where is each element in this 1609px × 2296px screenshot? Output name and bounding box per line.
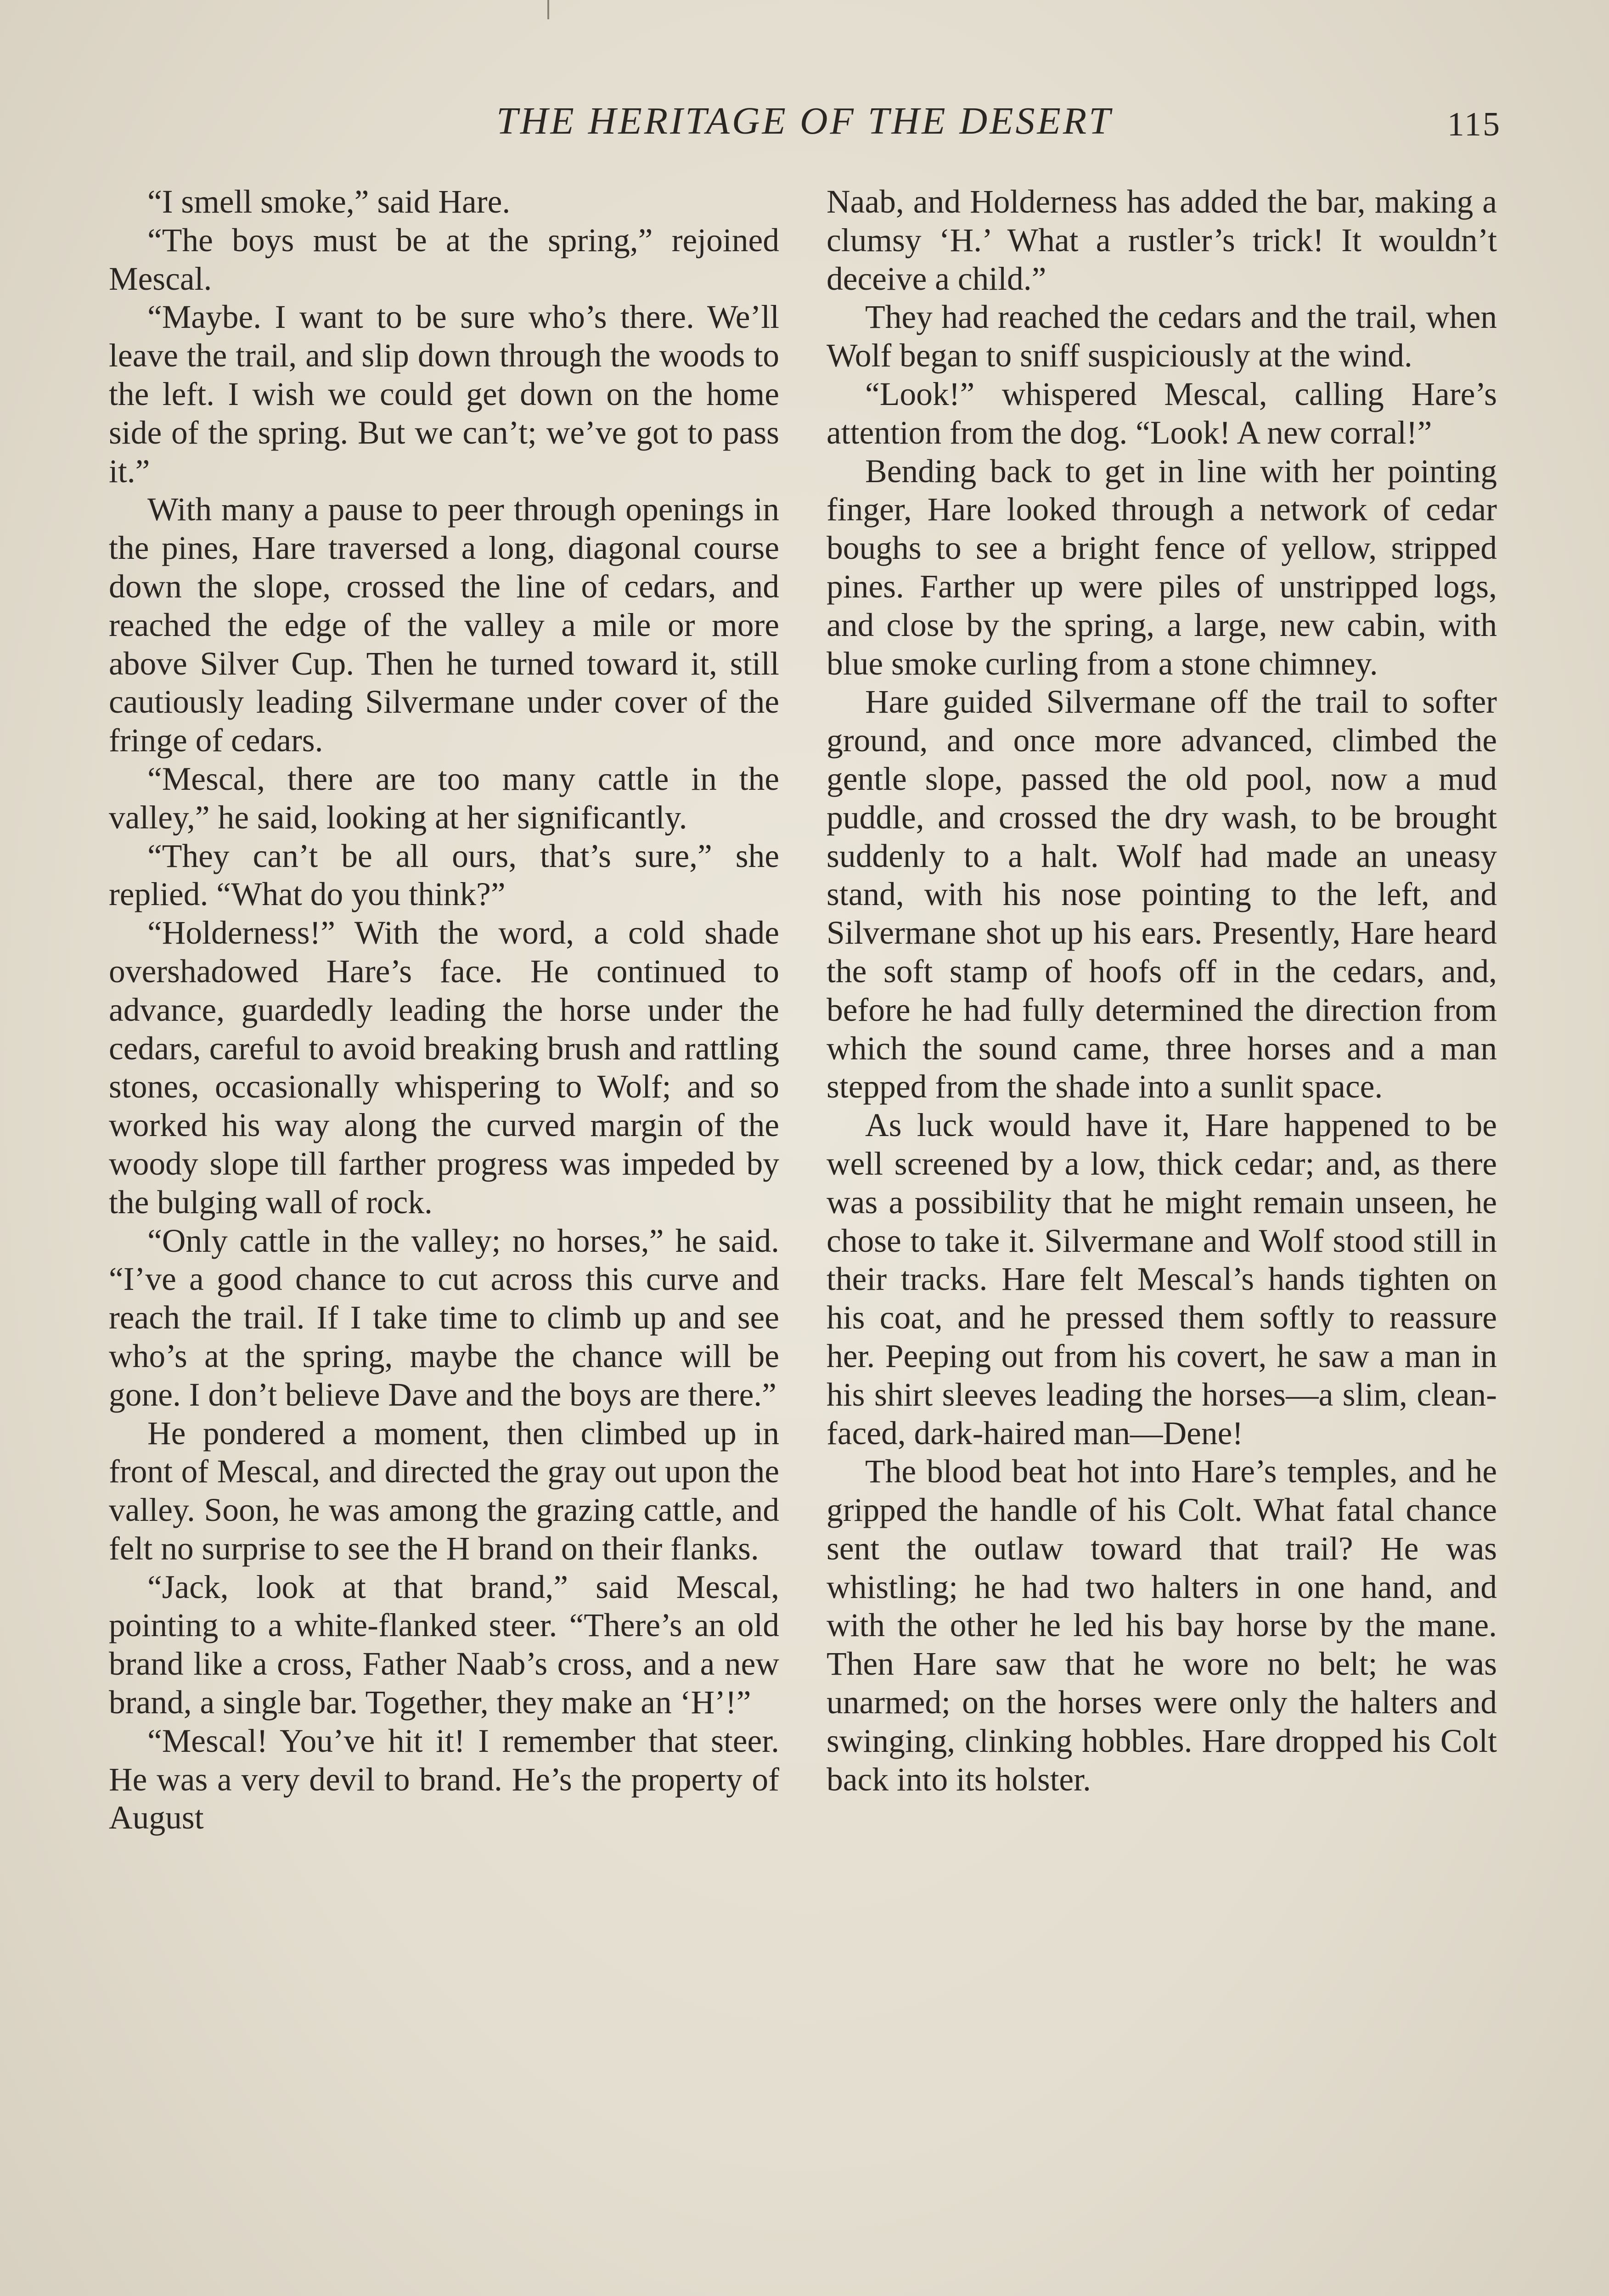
paragraph: “I smell smoke,” said Hare. bbox=[147, 184, 511, 220]
page-header bbox=[0, 99, 1609, 149]
page-number: 115 bbox=[1447, 106, 1501, 143]
right-column bbox=[827, 183, 1497, 1799]
paragraph: “Jack, look at that brand,” said Mescal, pointing to a white-flanked steer. “There’s an old brand like a cross, Father Naab’s cross, and a new brand, a single bar. Together, they make an ‘H’!” bbox=[109, 1569, 779, 1721]
paragraph: With many a pause to peer through openings in the pines, Hare traversed a long, diagonal course down the slope, crossed the line of cedars, and reached the edge of the valley a mile or more above Silver Cup. Then he turned toward it, still cautiously leading Silvermane under cover of the fringe of cedars. bbox=[109, 491, 779, 759]
paragraph: Bending back to get in line with her pointing finger, Hare looked through a network of cedar boughs to see a bright fence of yellow, stripped pines. Farther up were piles of unstripped logs, and close by the spring, a large, new cabin, with blue smoke curling from a stone chimney. bbox=[827, 453, 1497, 682]
paragraph: “Mescal! You’ve hit it! I remember that steer. He was a very devil to brand. He’s the property of August bbox=[109, 1722, 779, 1836]
paragraph: “They can’t be all ours, that’s sure,” she replied. “What do you think?” bbox=[109, 838, 779, 913]
paragraph: They had reached the cedars and the trail, when Wolf began to sniff suspiciously at the wind. bbox=[827, 299, 1497, 374]
paragraph: Hare guided Silvermane off the trail to softer ground, and once more advanced, climbed the gentle slope, passed the old pool, now a mud puddle, and crossed the dry wash, to be brought suddenly to a halt. Wolf had made an uneasy stand, with his nose pointing to the left, and Silvermane shot up his ears. Presently, Hare heard the soft stamp of hoofs off in the cedars, and, before he had fully determined the direction from which the sound came, three horses and a man stepped from the shade into a sunlit space. bbox=[827, 684, 1497, 1105]
paragraph: The blood beat hot into Hare’s temples, and he gripped the handle of his Colt. What fatal chance sent the outlaw toward that trail? He was whistling; he had two halters in one hand, and with the other he led his bay horse by the mane. Then Hare saw that he wore no belt; he was unarmed; on the horses were only the halters and swinging, clinking hobbles. Hare dropped his Colt back into its holster. bbox=[827, 1453, 1497, 1798]
paragraph: “Maybe. I want to be sure who’s there. We’ll leave the trail, and slip down through the woods to the left. I wish we could get down on the home side of the spring. But we can’t; we’ve got to pass it.” bbox=[109, 299, 779, 490]
running-title: THE HERITAGE OF THE DESERT bbox=[496, 100, 1113, 142]
binding-mark bbox=[547, 0, 549, 19]
paragraph: He pondered a moment, then climbed up in front of Mescal, and directed the gray out upon the valley. Soon, he was among the grazing cattle, and felt no surprise to see the H brand on their flanks. bbox=[109, 1415, 779, 1567]
paragraph: “The boys must be at the spring,” rejoined Mescal. bbox=[109, 222, 779, 297]
paragraph-continued: Naab, and Holderness has added the bar, making a clumsy ‘H.’ What a rustler’s trick! It wouldn’t deceive a child.” bbox=[827, 184, 1497, 297]
paragraph: “Only cattle in the valley; no horses,” he said. “I’ve a good chance to cut across this curve and reach the trail. If I take time to climb up and see who’s at the spring, maybe the chance will be gone. I don’t believe Dave and the boys are there.” bbox=[109, 1222, 779, 1413]
paragraph: As luck would have it, Hare happened to be well screened by a low, thick cedar; and, as there was a possibility that he might remain unseen, he chose to take it. Silvermane and Wolf stood still in their tracks. Hare felt Mescal’s hands tighten on his coat, and he pressed them softly to reassure her. Peeping out from his covert, he saw a man in his shirt sleeves leading the horses—a slim, clean-faced, dark-haired man—Dene! bbox=[827, 1107, 1497, 1452]
paragraph: “Mescal, there are too many cattle in the valley,” he said, looking at her significantly. bbox=[109, 760, 779, 836]
paragraph: “Holderness!” With the word, a cold shade overshadowed Hare’s face. He continued to advance, guardedly leading the horse under the cedars, careful to avoid breaking brush and rattling stones, occasionally whispering to Wolf; and so worked his way along the curved margin of the woody slope till farther progress was impeded by the bulging wall of rock. bbox=[109, 915, 779, 1221]
left-column bbox=[109, 183, 779, 1837]
paragraph: “Look!” whispered Mescal, calling Hare’s attention from the dog. “Look! A new corral!” bbox=[827, 376, 1497, 451]
